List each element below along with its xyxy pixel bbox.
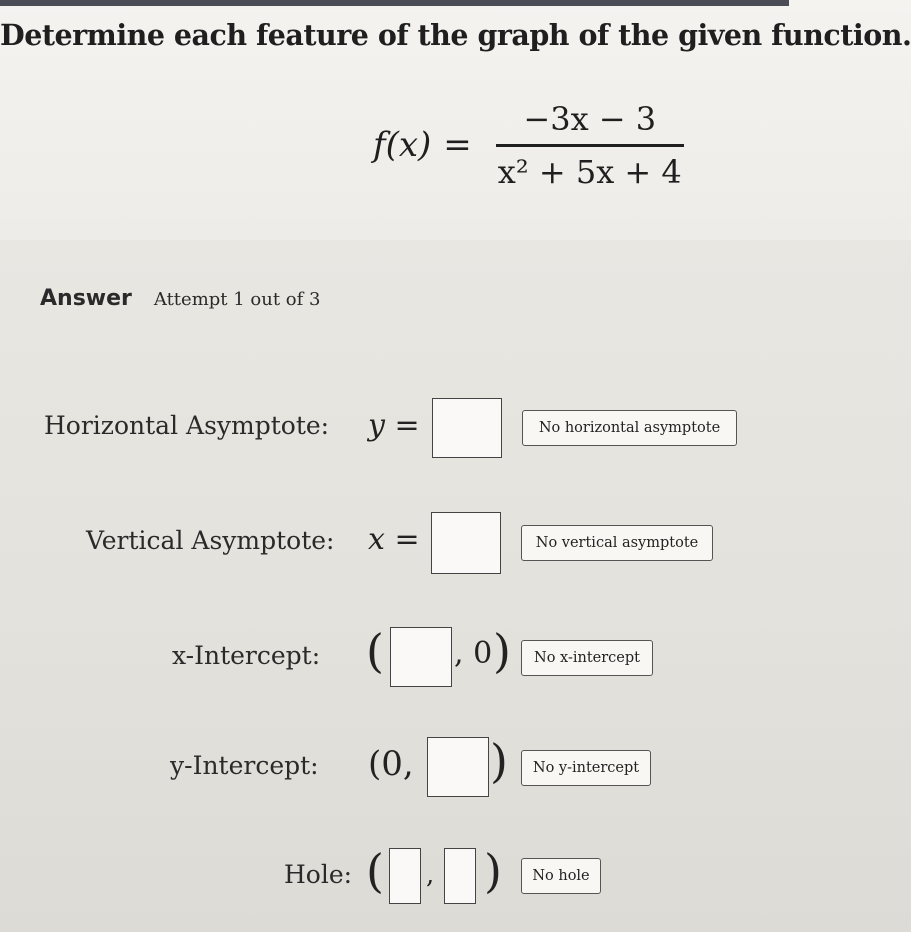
vertical-asymptote-input[interactable] [431, 512, 501, 574]
y-intercept-input[interactable] [427, 737, 489, 797]
top-bar [0, 0, 789, 6]
x-intercept-close-paren: ) [493, 624, 511, 678]
hole-comma: , [426, 860, 435, 890]
no-x-intercept-button[interactable]: No x-intercept [521, 640, 653, 676]
x-intercept-zero: , 0 [454, 636, 493, 671]
attempt-counter: Attempt 1 out of 3 [153, 289, 321, 310]
no-horizontal-asymptote-button[interactable]: No horizontal asymptote [522, 410, 737, 446]
no-y-intercept-button[interactable]: No y-intercept [521, 750, 651, 786]
vertical-asymptote-label: Vertical Asymptote: [86, 526, 335, 555]
horizontal-asymptote-input[interactable] [432, 398, 502, 458]
horizontal-asymptote-label: Horizontal Asymptote: [44, 411, 330, 440]
horizontal-asymptote-prefix: y = [368, 408, 420, 443]
function-formula [373, 100, 692, 191]
function-numerator: −3x − 3 [523, 100, 657, 138]
hole-y-input[interactable] [444, 848, 476, 904]
question-instruction: Determine each feature of the graph of the given function. [0, 18, 911, 52]
no-hole-button[interactable]: No hole [521, 858, 601, 894]
hole-x-input[interactable] [389, 848, 421, 904]
y-intercept-prefix: (0, [368, 744, 414, 784]
no-vertical-asymptote-button[interactable]: No vertical asymptote [521, 525, 713, 561]
x-intercept-label: x-Intercept: [172, 641, 321, 670]
x-intercept-open-paren: ( [366, 624, 384, 678]
hole-label: Hole: [284, 860, 353, 889]
y-intercept-close-paren: ) [490, 734, 508, 788]
hole-open-paren: ( [366, 844, 384, 898]
x-intercept-input[interactable] [390, 627, 452, 687]
hole-close-paren: ) [484, 844, 502, 898]
answer-header [40, 286, 320, 311]
function-lhs: f(x) [373, 125, 432, 166]
function-equals: = [443, 125, 472, 166]
function-denominator: x² + 5x + 4 [497, 152, 682, 191]
function-fraction [488, 100, 692, 191]
answer-label: Answer [40, 286, 132, 311]
vertical-asymptote-prefix: x = [368, 522, 420, 557]
y-intercept-label: y-Intercept: [170, 751, 319, 780]
